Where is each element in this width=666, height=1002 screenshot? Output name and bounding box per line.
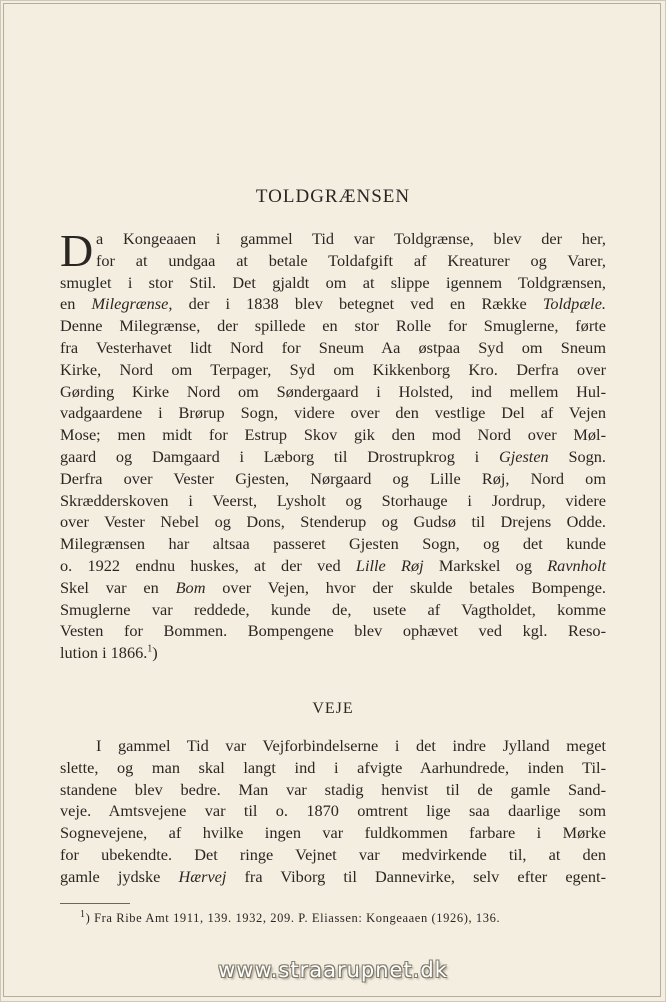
watermark: www.straarupnet.dk bbox=[218, 958, 448, 982]
text-line: a Kongeaaen i gammel Tid var Toldgrænse, blev der her, bbox=[96, 229, 606, 248]
text-line: Gørding Kirke Nord om Søndergaard i Holsted, ind mellem Hul- bbox=[60, 381, 606, 401]
italic-term: Bom bbox=[175, 577, 206, 597]
text-line: fra Vesterhavet lidt Nord for Sneum Aa østpaa Syd om Sneum bbox=[60, 337, 606, 357]
italic-term: Gjesten bbox=[498, 446, 549, 466]
text-line: Milegrænsen har altsaa passeret Gjesten Sogn, og det kunde bbox=[60, 534, 606, 554]
italic-term: Milegrænse, bbox=[91, 294, 173, 314]
text-line: veje. Amtsvejene var til o. 1870 omtrent lige saa daarlige som bbox=[60, 801, 606, 821]
text-line: smuglet i stor Stil. Det gjaldt om at slippe igennem Toldgrænsen, bbox=[60, 272, 606, 292]
text-line: Skel var en Bom over Vejen, hvor der skulde betales Bompenge. bbox=[60, 577, 606, 597]
italic-term: Toldpæle. bbox=[542, 294, 606, 314]
paragraph-veje bbox=[60, 735, 606, 888]
text-line: over Vester Nebel og Dons, Stenderup og Gudsø til Drejens Odde. bbox=[60, 512, 606, 532]
text-line: Mose; men midt for Estrup Skov gik den mod Nord over Møl- bbox=[60, 425, 606, 445]
text-line: for ubekendte. Det ringe Vejnet var medvirkende til, at den bbox=[60, 844, 606, 864]
text-line: vadgaardene i Brørup Sogn, videre over den vestlige Del af Vejen bbox=[60, 403, 606, 423]
section-heading: VEJE bbox=[312, 700, 354, 717]
drop-cap: D bbox=[60, 225, 94, 276]
footnote-marker: 1 bbox=[80, 908, 86, 920]
footnote: $^1$) Fra Ribe Amt 1911, 139. 1932, 209. P. Eliassen: Kongeaaen (1926), 136. bbox=[80, 908, 501, 925]
paragraph-toldgraensen bbox=[60, 225, 607, 664]
text-line: Vesten for Bommen. Bompengene blev ophævet ved kgl. Reso- bbox=[60, 621, 606, 641]
footnote-ref: 1 bbox=[147, 643, 153, 655]
text-line: lution i 1866.$^1$) bbox=[60, 643, 158, 663]
text-line: standene blev bedre. Man var stadig henvist til de gamle Sand- bbox=[60, 779, 606, 799]
text-line: en Milegrænse, der i 1838 blev betegnet ved en Række Toldpæle. bbox=[60, 294, 606, 314]
italic-term: Ravnholt bbox=[547, 555, 607, 575]
text-line: Denne Milegrænse, der spillede en stor Rolle for Smuglerne, førte bbox=[60, 316, 606, 336]
italic-term: Hærvej bbox=[178, 866, 227, 886]
page-title: TOLDGRÆNSEN bbox=[255, 186, 411, 207]
text-line: Kirke, Nord om Terpager, Syd om Kikkenborg Kro. Derfra over bbox=[60, 359, 606, 379]
text-line: o. 1922 endnu huskes, at der ved Lille Røj Markskel og Ravnholt bbox=[60, 555, 607, 575]
text-line: gaard og Damgaard i Læborg til Drostrupkrog i Gjesten Sogn. bbox=[60, 446, 606, 466]
text-line: Sognevejene, af hvilke ingen var fuldkommen farbare i Mørke bbox=[60, 823, 606, 843]
text-line: Smuglerne var reddede, kunde de, usete af Vagtholdet, komme bbox=[60, 599, 606, 619]
text-line: gamle jydske Hærvej fra Viborg til Dannevirke, selv efter egent- bbox=[60, 866, 606, 886]
text-line: Skrædderskoven i Veerst, Lysholt og Storhauge i Jordrup, videre bbox=[60, 490, 606, 510]
text-line: Derfra over Vester Gjesten, Nørgaard og Lille Røj, Nord om bbox=[60, 468, 606, 488]
footnote-divider bbox=[60, 903, 130, 904]
text-line: for at undgaa at betale Toldafgift af Kreaturer og Varer, bbox=[96, 250, 606, 270]
text-line: I gammel Tid var Vejforbindelserne i det indre Jylland meget bbox=[96, 736, 606, 755]
italic-term: Lille Røj bbox=[355, 555, 424, 575]
text-line: slette, og man skal langt ind i afvigte Aarhundrede, inden Til- bbox=[60, 757, 606, 777]
